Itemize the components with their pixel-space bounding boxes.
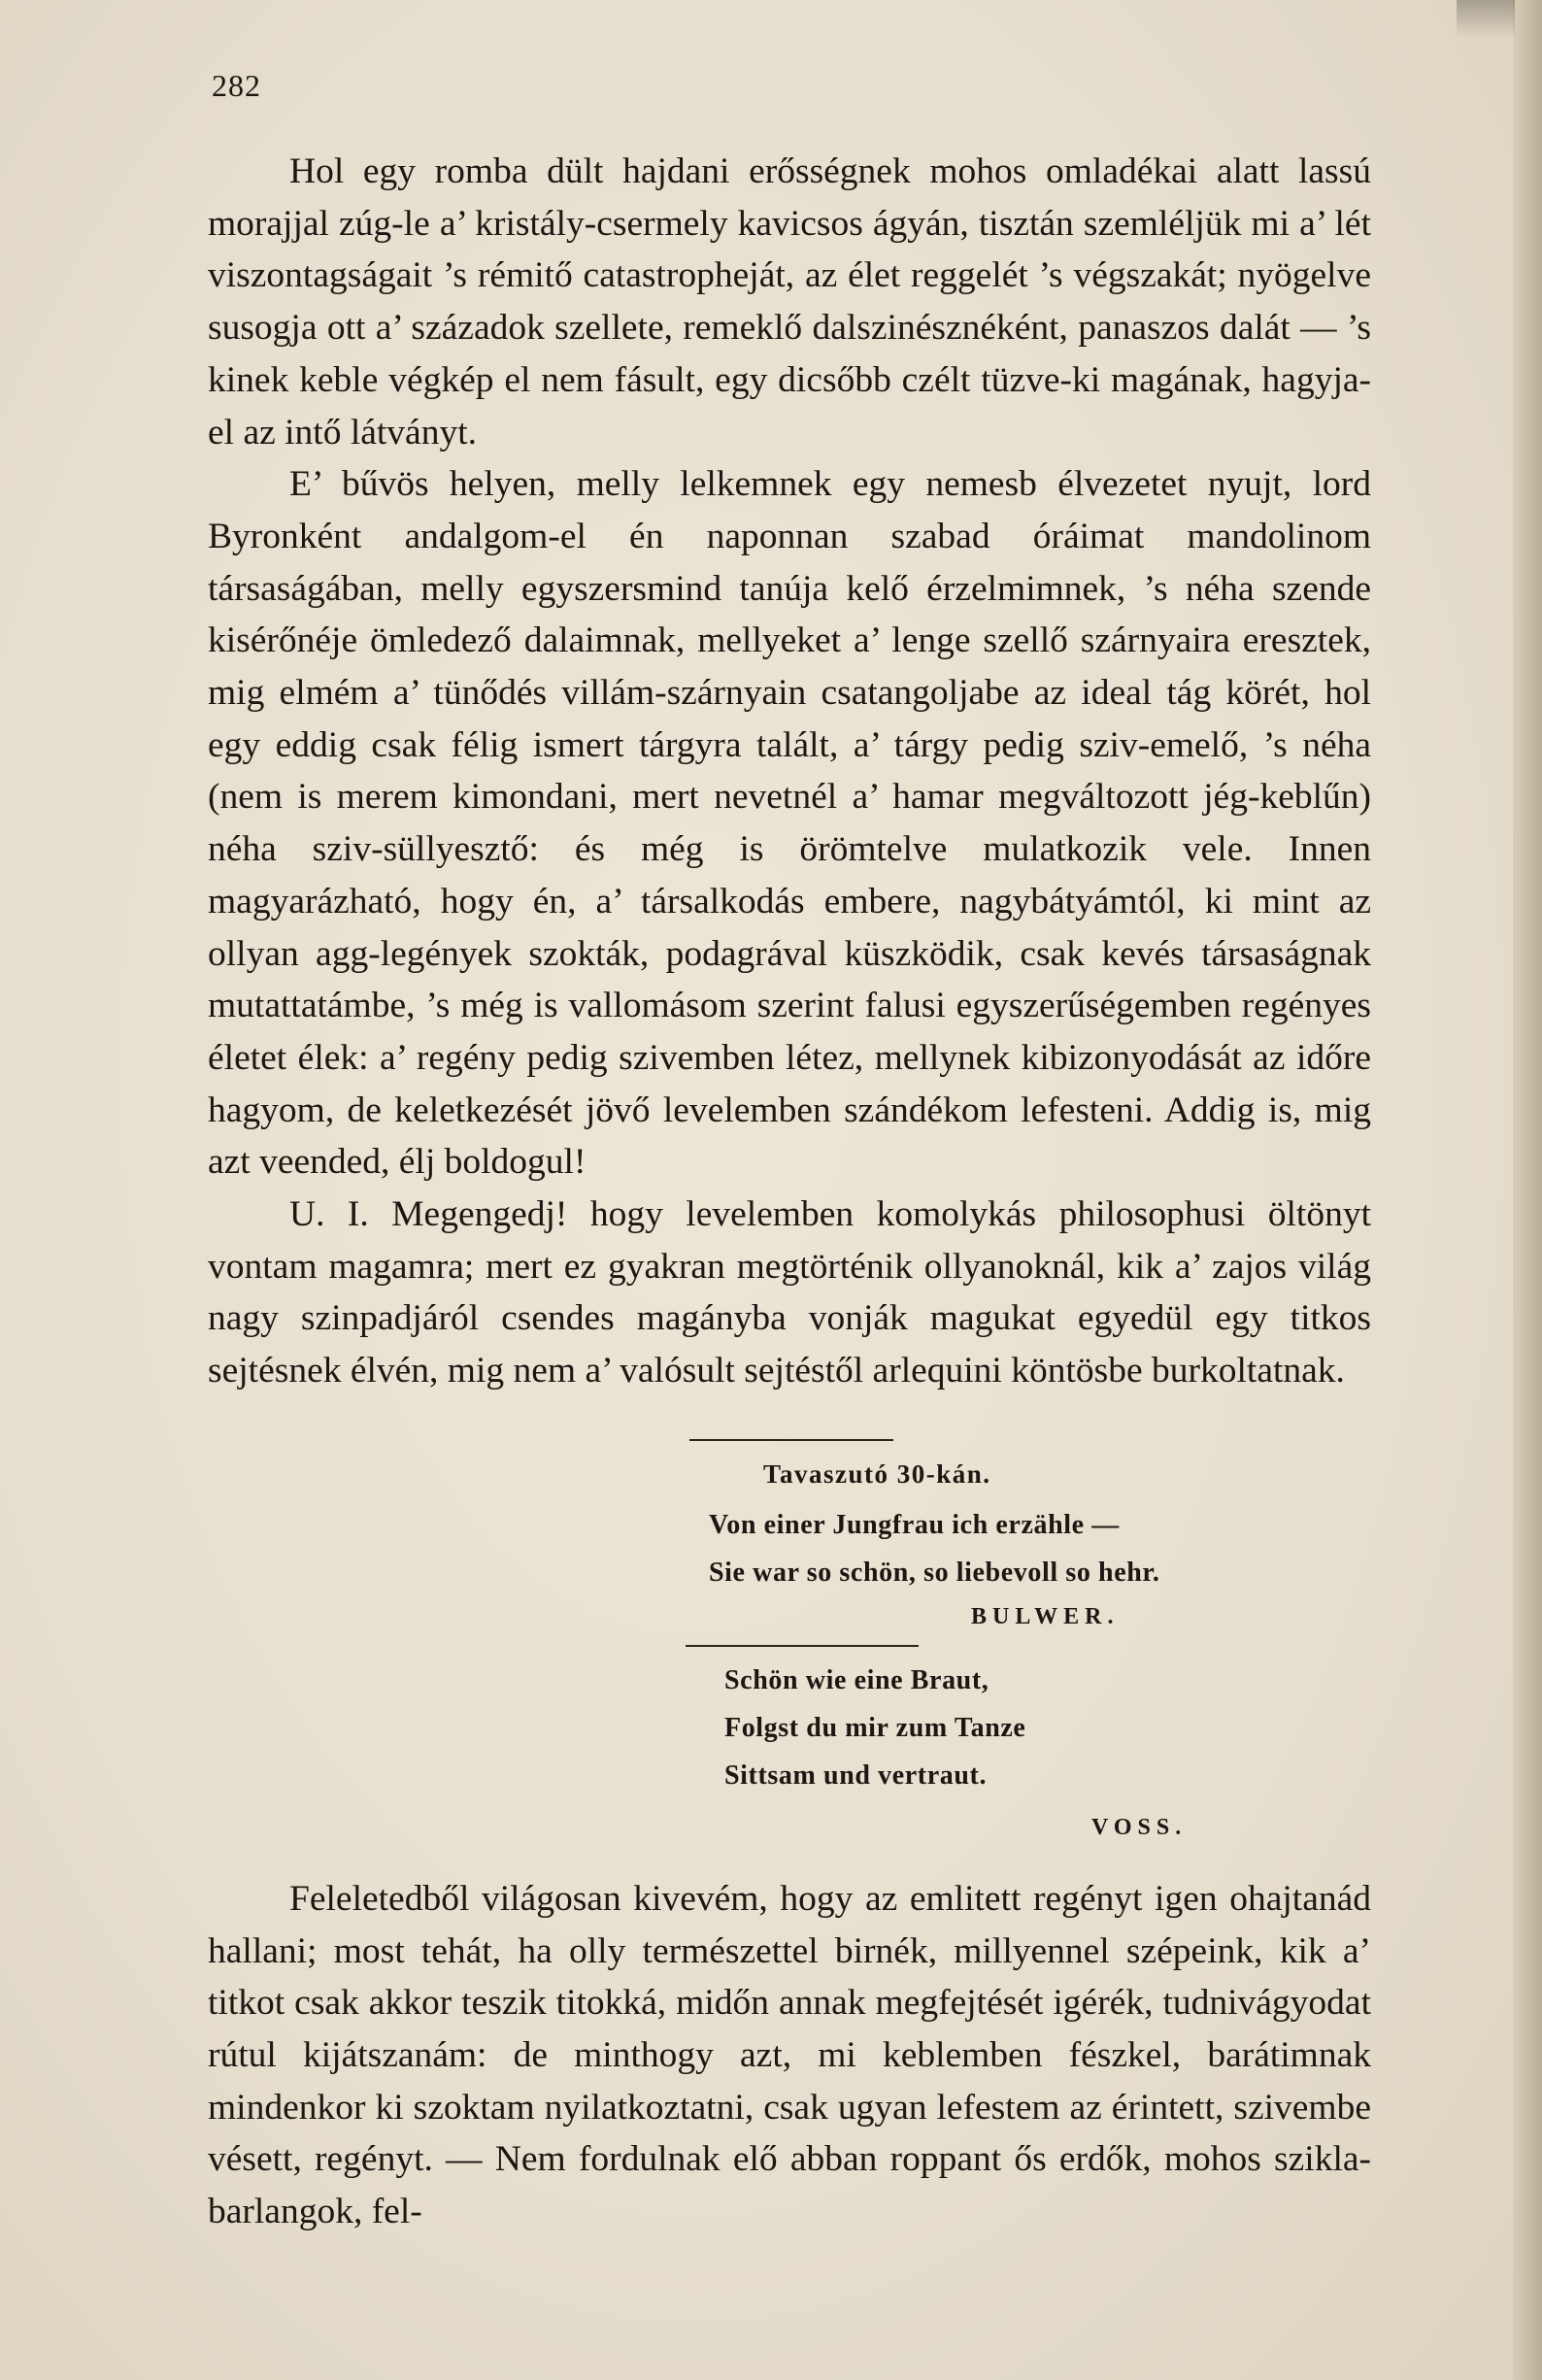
verse-line: Von einer Jungfrau ich erzähle — (709, 1509, 1120, 1540)
paragraph-2: E’ bűvös helyen, melly lelkemnek egy nemesb élvezetet nyujt, lord Byronként andalgom-el én naponnan szabad óráimat mandolinom társaságában, melly egyszersmind tanúja kelő érzelmimnek, ’s néha szende kisérőnéje ömledező dalaimnak, mellyeket a’ lenge szellő szárnyaira eresztek, mig elmém a’ tünődés villám-szárnyain csatangoljabe az ideal tág körét, hol egy eddig csak félig ismert tárgyra talált, a’ tárgy pedig sziv-emelő, ’s néha (nem is merem kimondani, mert nevetnél a’ hamar megváltozott jég-keblűn) néha sziv-süllyesztő: és még is örömtelve mulatkozik vele. Innen magyarázható, hogy én, a’ társalkodás embere, nagybátyámtól, ki mint az ollyan agg-legények szokták, podagrával küszködik, csak kevés társaságnak mutattatámbe, ’s még is vallomásom szerint falusi egyszerűségemben regényes életet élek: a’ regény pedig szivemben létez, mellynek kibizonyodását az időre hagyom, de keletkezését jövő levelemben szándékom lefesteni. Addig is, mig azt veended, élj boldogul! (208, 464, 1371, 1183)
section-divider (689, 1439, 893, 1441)
paragraph-4: Feleletedből világosan kivevém, hogy az emlitett regényt igen ohajtanád hallani; most tehát, ha olly természettel birnék, millyennel szépeink, kik a’ titkot csak akkor teszik titokká, midőn annak megfejtését igérék, tudnivágyodat rútul kijátszanám: de minthogy azt, mi keblemben fészkel, barátimnak mindenkor ki szoktam nyilatkoztatni, csak ugyan lefestem az érintett, szivembe vésett, regényt. — Nem fordulnak elő abban roppant ős erdők, mohos szikla-barlangok, fel- (208, 1878, 1371, 2232)
paragraph-1: Hol egy romba dült hajdani erősségnek mohos omladékai alatt lassú morajjal zúg-le a’ kristály-csermely kavicsos ágyán, tisztán szemléljük mi a’ lét viszontagságait ’s rémitő catastropheját, az élet reggelét ’s végszakát; nyögelve susogja ott a’ századok szellete, remeklő dalszinésznéként, panaszos dalát — ’s kinek keble végkép el nem fásult, egy dicsőbb czélt tüzve-ki magának, hagyja-el az intő látványt. (208, 151, 1371, 453)
motto-author-bulwer: BULWER. (971, 1603, 1120, 1629)
paragraph-3-postscript: U. I. Megengedj! hogy levelemben komolykás philosophusi öltönyt vontam magamra; mert ez gyakran megtörténik ollyanoknál, kik a’ zajos világ nagy szinpadjáról csendes magányba vonják magukat egyedül egy titkos sejtésnek élvén, mig nem a’ valósult sejtéstől arlequini köntösbe burkoltatnak. (208, 1194, 1371, 1391)
motto-voss (724, 1657, 1371, 1799)
body-text (208, 146, 1371, 2238)
verse-line: Folgst du mir zum Tanze (724, 1712, 1026, 1743)
motto-bulwer (709, 1501, 1371, 1596)
motto-divider (686, 1645, 919, 1647)
verse-line: Sie war so schön, so liebevoll so hehr. (709, 1557, 1160, 1588)
page-number: 282 (212, 68, 261, 103)
verse-line: Schön wie eine Braut, (724, 1664, 989, 1695)
page-corner-shadow (1457, 0, 1515, 39)
verse-line: Sittsam und vertraut. (724, 1760, 988, 1791)
page-edge-shadow (1513, 0, 1542, 2380)
letter-dateline: Tavaszutó 30-kán. (763, 1458, 991, 1489)
motto-author-voss: VOSS. (1091, 1814, 1188, 1840)
